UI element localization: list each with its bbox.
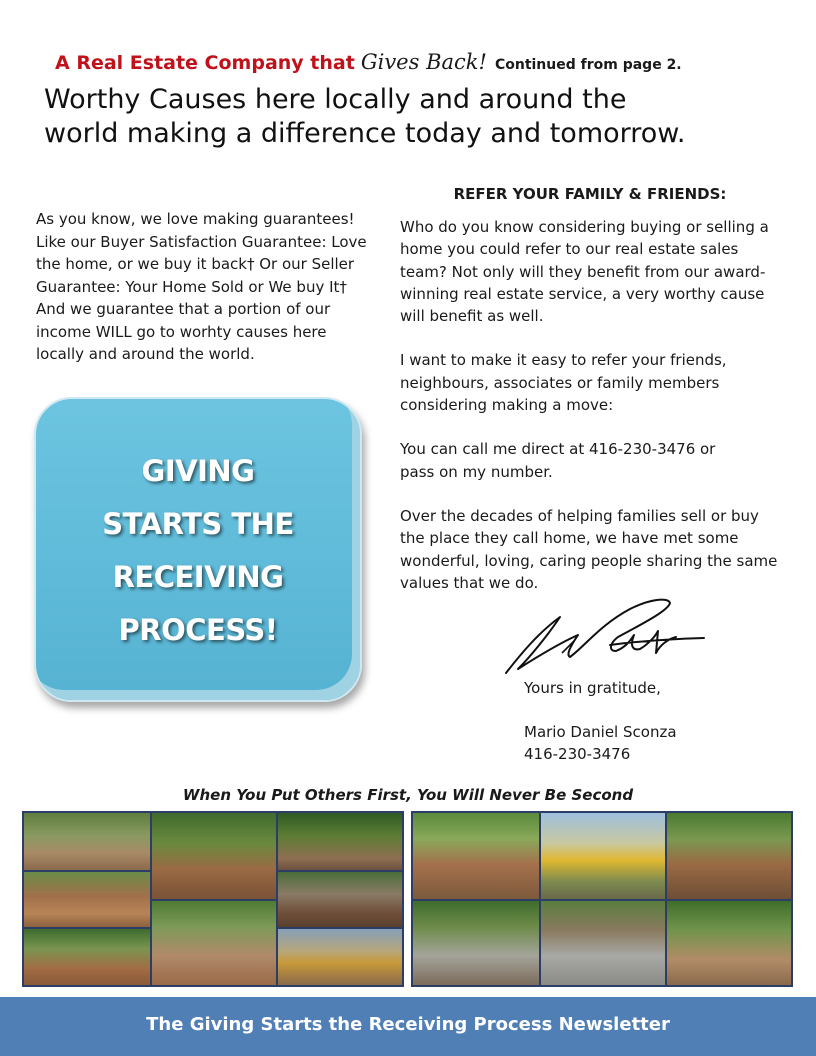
page-title-line1: Worthy Causes here locally and around the xyxy=(44,84,627,115)
collage-photo xyxy=(541,901,665,985)
signature-image xyxy=(500,595,705,677)
footer-title: The Giving Starts the Receiving Process Newsletter xyxy=(146,1014,670,1035)
header-continued: Continued from page 2. xyxy=(494,57,682,73)
guarantee-paragraph: As you know, we love making guarantees! Like our Buyer Satisfaction Guarantee: Love the home, or we buy it back† Or our Seller Guarantee: Your Home Sold or We buy It† And we guarantee that a portion of our income WILL go to worhty causes here locally and around the world. xyxy=(36,210,367,363)
photo-collage-right xyxy=(411,811,793,987)
photo-caption: When You Put Others First, You Will Never Be Second xyxy=(182,786,634,804)
closing-salutation: Yours in gratitude, xyxy=(524,679,661,697)
giving-line-1: GIVING xyxy=(141,454,255,488)
collage-photo xyxy=(278,872,402,927)
collage-photo xyxy=(413,813,539,899)
giving-line-4: PROCESS! xyxy=(118,613,278,647)
header-lead: A Real Estate Company that xyxy=(55,52,355,74)
giving-callout-box xyxy=(34,397,362,702)
giving-line-3: RECEIVING xyxy=(112,560,284,594)
closing-name: Mario Daniel Sconza xyxy=(524,723,677,741)
footer-banner xyxy=(0,997,816,1056)
giving-line-2: STARTS THE xyxy=(102,507,294,541)
collage-photo xyxy=(152,901,276,985)
collage-photo xyxy=(278,813,402,870)
refer-phone-line: You can call me direct at 416-230-3476 or xyxy=(400,440,716,459)
collage-photo xyxy=(152,813,276,899)
refer-paragraph-4: Over the decades of helping families sell or buy the place they call home, we have met some wonderful, loving, caring people sharing the same values that we do. xyxy=(400,506,778,592)
photo-collage-left xyxy=(22,811,404,987)
collage-photo xyxy=(667,813,791,899)
page-title-line2: world making a difference today and tomorrow. xyxy=(44,118,686,149)
header-script-phrase: Gives Back! xyxy=(360,50,487,74)
refer-paragraph-1: Who do you know considering buying or selling a home you could refer to our real estate sales team? Not only will they benefit from our award-winning real estate service, a very worthy cause will benefit as well. xyxy=(400,218,769,326)
closing-phone: 416-230-3476 xyxy=(524,745,631,763)
closing-block xyxy=(524,677,677,765)
collage-photo xyxy=(24,929,150,985)
refer-body xyxy=(400,216,784,616)
collage-photo xyxy=(667,901,791,985)
page-title xyxy=(44,83,784,151)
refer-pass-on-line: pass on my number. xyxy=(400,462,553,481)
collage-photo xyxy=(413,901,539,985)
giving-callout-text xyxy=(36,445,360,657)
collage-photo xyxy=(541,813,665,899)
header-line xyxy=(55,50,682,74)
collage-photo xyxy=(278,929,402,985)
refer-paragraph-3 xyxy=(400,438,784,483)
refer-paragraph-2: I want to make it easy to refer your friends, neighbours, associates or family members considering making a move: xyxy=(400,351,727,415)
collage-photo xyxy=(24,872,150,927)
refer-heading: REFER YOUR FAMILY & FRIENDS: xyxy=(453,185,727,203)
collage-photo xyxy=(24,813,150,870)
